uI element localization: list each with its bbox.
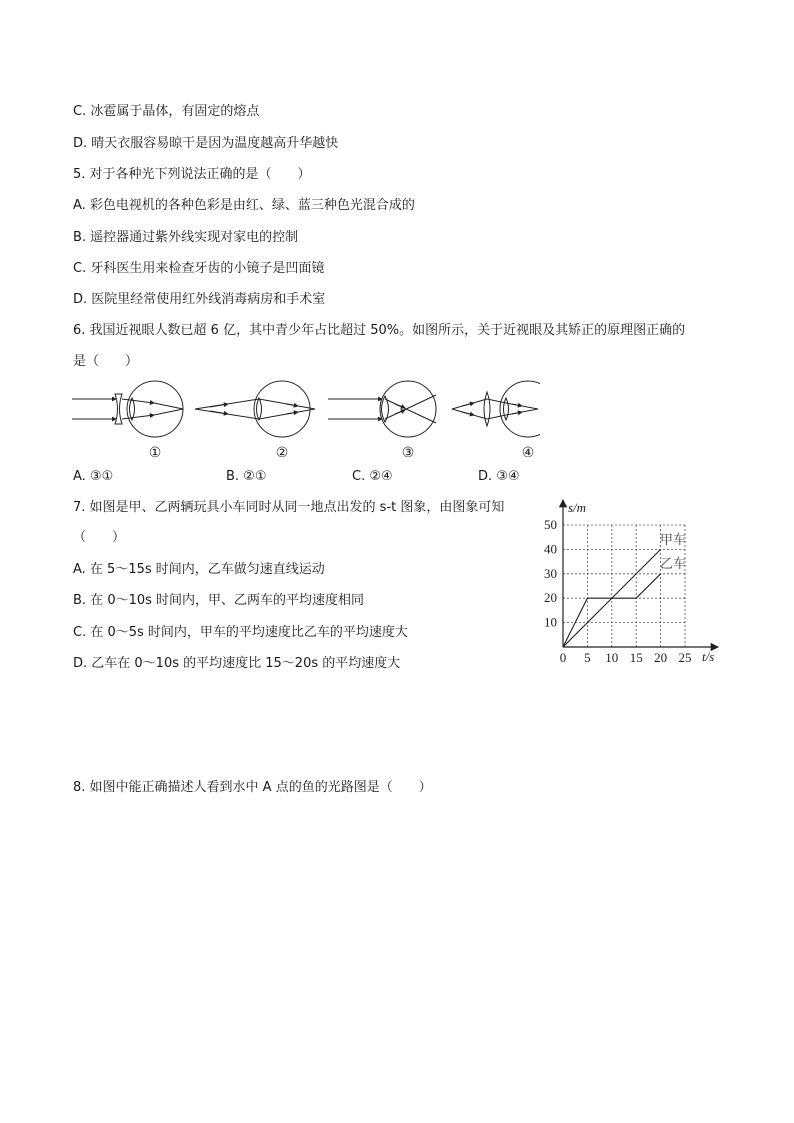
q7-stem-line2: （ ） [73, 530, 126, 545]
series-label-yi: 乙车 [660, 556, 687, 571]
series-label-jia: 甲车 [660, 532, 687, 547]
figure-label-2: ② [275, 446, 289, 461]
eye-diagram-4 [452, 381, 540, 437]
q4-option-c: C. 冰雹属于晶体，有固定的熔点 [73, 104, 260, 119]
q8-stem: 8. 如图中能正确描述人看到水中 A 点的鱼的光路图是（ ） [73, 780, 432, 795]
eye-diagram-3 [328, 381, 436, 437]
q7-option-d: D. 乙车在 0～10s 的平均速度比 15～20s 的平均速度大 [73, 656, 401, 671]
q4-option-d: D. 晴天衣服容易晾干是因为温度越高升华越快 [73, 136, 339, 151]
x-tick-label: 25 [678, 650, 692, 665]
figure-label-4: ④ [521, 446, 535, 461]
figure-label-3: ③ [401, 446, 415, 461]
q5-option-c: C. 牙科医生用来检查牙齿的小镜子是凹面镜 [73, 261, 325, 276]
x-tick-label: 15 [629, 650, 643, 665]
q6-option-c: C. ②④ [352, 469, 393, 484]
q5-option-b: B. 遥控器通过紫外线实现对家电的控制 [73, 230, 299, 245]
q7-stem-line1: 7. 如图是甲、乙两辆玩具小车同时从同一地点出发的 s-t 图象，由图象可知 [73, 500, 505, 515]
q6-option-b: B. ②① [226, 469, 267, 484]
s-t-chart [530, 492, 730, 672]
y-tick-label: 10 [544, 614, 557, 630]
q6-stem-line2: 是（ ） [73, 354, 139, 369]
figure-label-1: ① [148, 446, 162, 461]
q7-option-b: B. 在 0～10s 时间内，甲、乙两车的平均速度相同 [73, 593, 365, 608]
eye-diagram-2 [195, 381, 315, 437]
x-tick-label: 20 [654, 650, 668, 665]
eye-diagram-1 [72, 381, 183, 437]
q6-option-d: D. ③④ [478, 469, 520, 484]
q7-option-a: A. 在 5～15s 时间内，乙车做匀速直线运动 [73, 562, 325, 577]
x-tick-label: 5 [584, 650, 591, 665]
x-tick-label: 0 [559, 650, 567, 665]
q5-option-d: D. 医院里经常使用红外线消毒病房和手术室 [73, 292, 326, 307]
q7-option-c: C. 在 0～5s 时间内，甲车的平均速度比乙车的平均速度大 [73, 625, 408, 640]
y-tick-label: 30 [544, 565, 557, 581]
x-axis-label: t/s [702, 649, 715, 664]
x-tick-label: 10 [605, 650, 619, 665]
q5-stem: 5. 对于各种光下列说法正确的是（ ） [73, 167, 311, 182]
y-tick-label: 40 [544, 541, 557, 557]
q5-option-a: A. 彩色电视机的各种色彩是由红、绿、蓝三种色光混合成的 [73, 198, 415, 213]
y-tick-label: 50 [544, 517, 557, 532]
q6-stem-line1: 6. 我国近视眼人数已超 6 亿，其中青少年占比超过 50%。如图所示，关于近视眼及其矫正的原理图正确的 [73, 323, 686, 338]
eye-diagrams-figure [60, 372, 540, 464]
q6-option-a: A. ③① [73, 469, 114, 484]
y-tick-label: 20 [544, 590, 557, 606]
y-axis-label: s/m [568, 500, 587, 515]
